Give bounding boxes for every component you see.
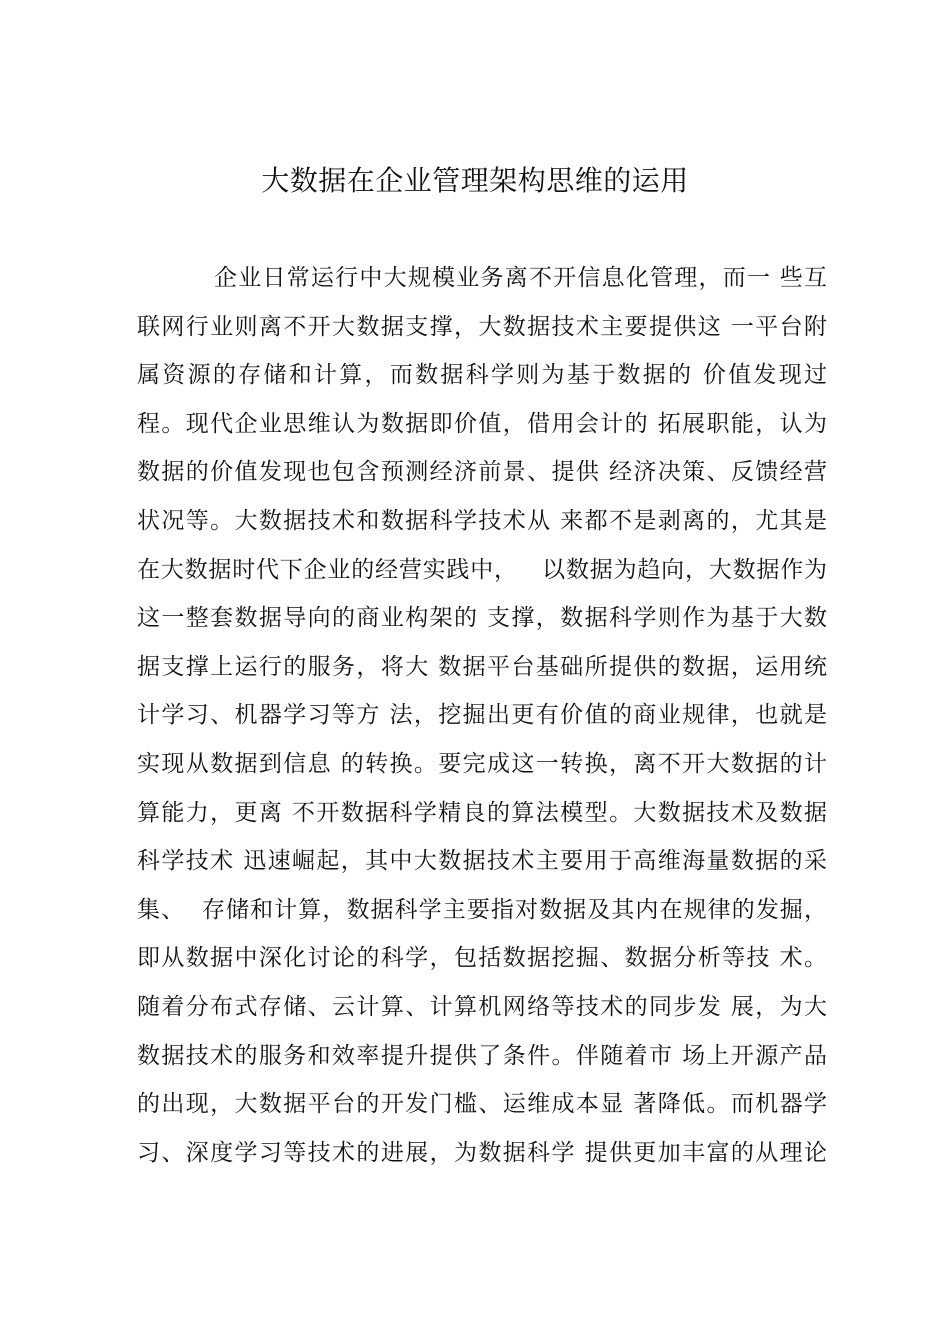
text-line: 据支撑上运行的服务，将大 数据平台基础所提供的数据，运用统 [137,653,827,680]
text-line: 企业日常运行中大规模业务离不开信息化管理，而一 些互 [214,265,827,291]
text-line: 属资源的存储和计算，而数据科学则为基于数据的 价值发现过 [137,362,827,389]
text-line: 计学习、机器学习等方 法，挖掘出更有价值的商业规律，也就是 [137,702,827,729]
text-line: 数据的价值发现也包含预测经济前景、提供 经济决策、反馈经营 [137,459,827,486]
text-line: 联网行业则离不开大数据支撑，大数据技术主要提供这 一平台附 [137,313,827,340]
text-line: 习、深度学习等技术的进展，为数据科学 提供更加丰富的从理论 [137,1139,827,1166]
text-line: 在大数据时代下企业的经营实践中， 以数据为趋向，大数据作为 [137,556,827,583]
text-line: 集、 存储和计算，数据科学主要指对数据及其内在规律的发掘， [137,896,827,923]
text-line: 科学技术 迅速崛起，其中大数据技术主要用于高维海量数据的采 [137,848,827,875]
text-line: 程。现代企业思维认为数据即价值，借用会计的 拓展职能，认为 [137,410,827,437]
text-line: 实现从数据到信息 的转换。要完成这一转换，离不开大数据的计 [137,750,827,777]
text-line: 算能力，更离 不开数据科学精良的算法模型。大数据技术及数据 [137,799,827,826]
text-line: 随着分布式存储、云计算、计算机网络等技术的同步发 展，为大 [137,993,827,1020]
document-title: 大数据在企业管理架构思维的运用 [261,164,689,197]
text-line: 状况等。大数据技术和数据科学技术从 来都不是剥离的，尤其是 [137,507,827,534]
text-line: 即从数据中深化讨论的科学，包括数据挖掘、数据分析等技 术。 [137,945,827,972]
text-line: 的出现，大数据平台的开发门槛、运维成本显 著降低。而机器学 [137,1091,827,1118]
body-paragraph [137,258,827,1181]
text-line: 这一整套数据导向的商业构架的 支撑，数据科学则作为基于大数 [137,605,827,632]
text-line: 数据技术的服务和效率提升提供了条件。伴随着市 场上开源产品 [137,1042,827,1069]
